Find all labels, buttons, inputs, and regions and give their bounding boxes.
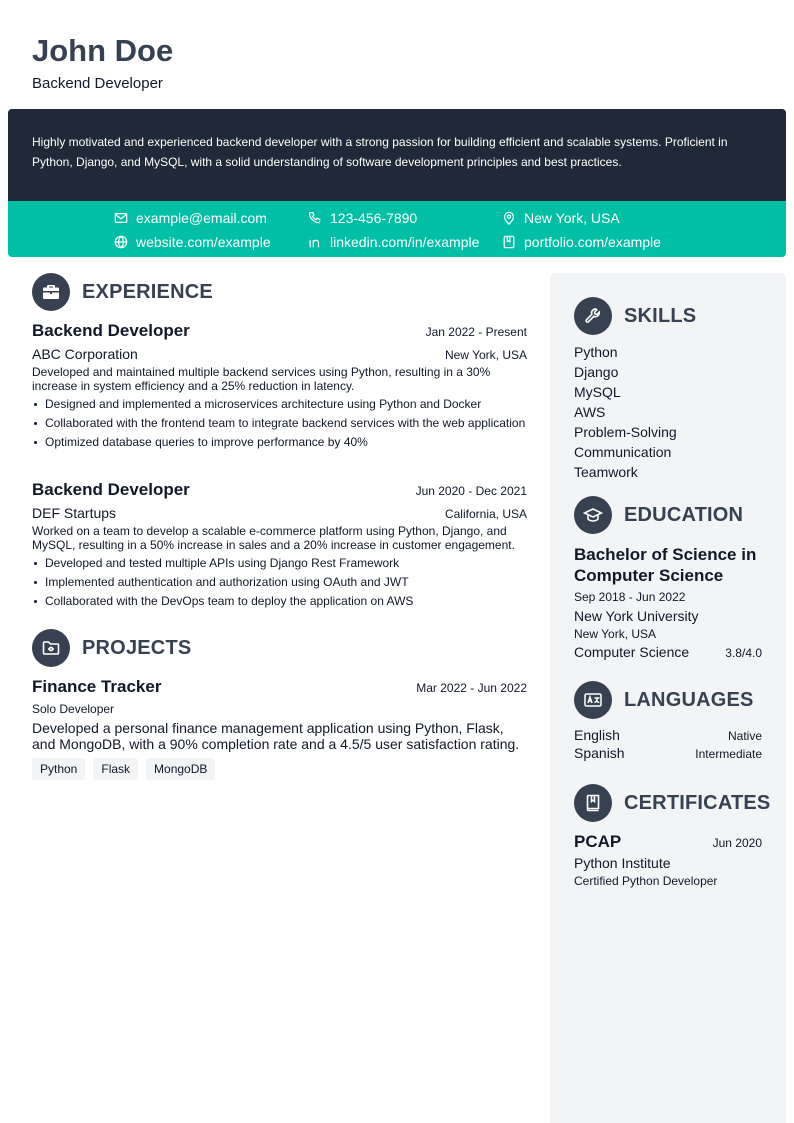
projects-heading <box>32 629 191 667</box>
certificate-description: Certified Python Developer <box>574 874 718 888</box>
skills-heading <box>574 297 696 335</box>
phone-icon <box>308 211 322 225</box>
job-bullet: Collaborated with the DevOps team to deploy the application on AWS <box>32 594 527 608</box>
skill-item: Communication <box>574 444 672 460</box>
map-pin-icon <box>502 211 516 225</box>
languages-heading <box>574 681 754 719</box>
project-tags <box>32 758 527 780</box>
skill-item: Teamwork <box>574 464 638 480</box>
experience-entry <box>32 321 527 454</box>
skill-item: AWS <box>574 404 606 420</box>
certificates-icon-badge <box>574 784 612 822</box>
job-bullet: Designed and implemented a microservices architecture using Python and Docker <box>32 397 527 411</box>
job-bullet: Optimized database queries to improve performance by 40% <box>32 435 527 449</box>
education-heading <box>574 496 743 534</box>
project-tag: MongoDB <box>146 758 215 780</box>
phone-text: 123-456-7890 <box>330 210 418 226</box>
job-description: Developed and maintained multiple backend services using Python, resulting in a 30% increase in system efficiency and a 25% reduction in latency. <box>32 365 491 393</box>
language-name: English <box>574 727 620 743</box>
education-gpa: 3.8/4.0 <box>725 646 762 660</box>
project-entry <box>32 677 527 780</box>
job-location: California, USA <box>444 507 527 521</box>
job-bullet: Implemented authentication and authorization using OAuth and JWT <box>32 575 527 589</box>
candidate-role: Backend Developer <box>32 75 163 92</box>
contact-linkedin[interactable] <box>308 233 479 251</box>
resume-header <box>32 34 173 93</box>
portfolio-text: portfolio.com/example <box>524 234 661 250</box>
certificate-date: Jun 2020 <box>712 836 762 850</box>
certificates-title: CERTIFICATES <box>624 791 771 814</box>
project-tag: Python <box>32 758 85 780</box>
project-role: Solo Developer <box>32 702 115 716</box>
education-dates: Sep 2018 - Jun 2022 <box>574 590 686 604</box>
portfolio-icon <box>502 235 516 249</box>
job-location: New York, USA <box>444 348 527 362</box>
education-school: New York University <box>574 608 699 624</box>
briefcase-icon <box>41 282 61 302</box>
language-item <box>574 745 762 761</box>
linkedin-text: linkedin.com/in/example <box>330 234 480 250</box>
job-bullet: Collaborated with the frontend team to integrate backend services with the web application <box>32 416 527 430</box>
job-dates: Jan 2022 - Present <box>425 325 527 339</box>
mail-icon <box>114 211 128 225</box>
skill-item: MySQL <box>574 384 621 400</box>
experience-entry <box>32 480 527 613</box>
summary-text: Highly motivated and experienced backend developer with a strong passion for building efficient and scalable systems. Proficient in Python, Django, and MySQL, with a solid understanding of software development principles and best practices. <box>32 135 728 169</box>
certificate-issuer: Python Institute <box>574 855 671 871</box>
languages-list <box>574 727 762 761</box>
translate-icon <box>583 690 603 710</box>
job-bullets <box>32 556 527 608</box>
project-description: Developed a personal finance management application using Python, Flask, and MongoDB, with a 90% completion rate and a 4.5/5 user satisfaction rating. <box>32 720 520 752</box>
job-title: Backend Developer <box>32 321 190 340</box>
certificate-name: PCAP <box>574 832 622 851</box>
project-dates: Mar 2022 - Jun 2022 <box>416 681 527 695</box>
experience-title: EXPERIENCE <box>82 280 213 303</box>
summary-panel <box>8 109 786 201</box>
job-title: Backend Developer <box>32 480 190 499</box>
certificates-heading <box>574 784 770 822</box>
languages-icon-badge <box>574 681 612 719</box>
contact-email[interactable] <box>114 209 267 227</box>
language-name: Spanish <box>574 745 625 761</box>
experience-heading <box>32 273 213 311</box>
education-location: New York, USA <box>574 627 657 641</box>
language-item <box>574 727 762 743</box>
languages-title: LANGUAGES <box>624 688 754 711</box>
candidate-name: John Doe <box>32 33 174 68</box>
job-company: DEF Startups <box>32 505 117 521</box>
job-description: Worked on a team to develop a scalable e-commerce platform using Python, Django, and MySQL, resulting in a 50% increase in sales and a 20% increase in customer engagement. <box>32 524 515 552</box>
skill-item: Problem-Solving <box>574 424 677 440</box>
location-text: New York, USA <box>524 210 620 226</box>
contact-phone[interactable] <box>308 209 417 227</box>
job-company: ABC Corporation <box>32 346 138 362</box>
project-title: Finance Tracker <box>32 677 162 696</box>
contact-location <box>502 209 620 227</box>
projects-title: PROJECTS <box>82 636 192 659</box>
education-field: Computer Science <box>574 644 690 660</box>
globe-icon <box>114 235 128 249</box>
job-bullet: Developed and tested multiple APIs using Django Rest Framework <box>32 556 527 570</box>
skill-item: Django <box>574 364 619 380</box>
graduation-cap-icon <box>583 505 603 525</box>
contact-bar <box>8 201 786 257</box>
skill-item: Python <box>574 344 618 360</box>
education-icon-badge <box>574 496 612 534</box>
experience-icon-badge <box>32 273 70 311</box>
language-level: Native <box>727 729 762 743</box>
skills-list <box>574 342 677 482</box>
education-entry <box>574 544 762 660</box>
contact-portfolio[interactable] <box>502 233 661 251</box>
certificate-entry <box>574 832 762 888</box>
job-bullets <box>32 397 527 449</box>
job-dates: Jun 2020 - Dec 2021 <box>415 484 527 498</box>
education-degree: Bachelor of Science in Computer Science <box>574 545 757 585</box>
education-title: EDUCATION <box>624 503 744 526</box>
project-tag: Flask <box>93 758 138 780</box>
linkedin-icon <box>308 235 322 249</box>
folder-icon <box>41 638 61 658</box>
language-level: Intermediate <box>695 747 762 761</box>
skills-icon-badge <box>574 297 612 335</box>
projects-icon-badge <box>32 629 70 667</box>
skills-title: SKILLS <box>624 304 697 327</box>
wrench-icon <box>583 306 603 326</box>
book-bookmark-icon <box>583 793 603 813</box>
email-text: example@email.com <box>136 210 267 226</box>
contact-website[interactable] <box>114 233 271 251</box>
website-text: website.com/example <box>136 234 271 250</box>
